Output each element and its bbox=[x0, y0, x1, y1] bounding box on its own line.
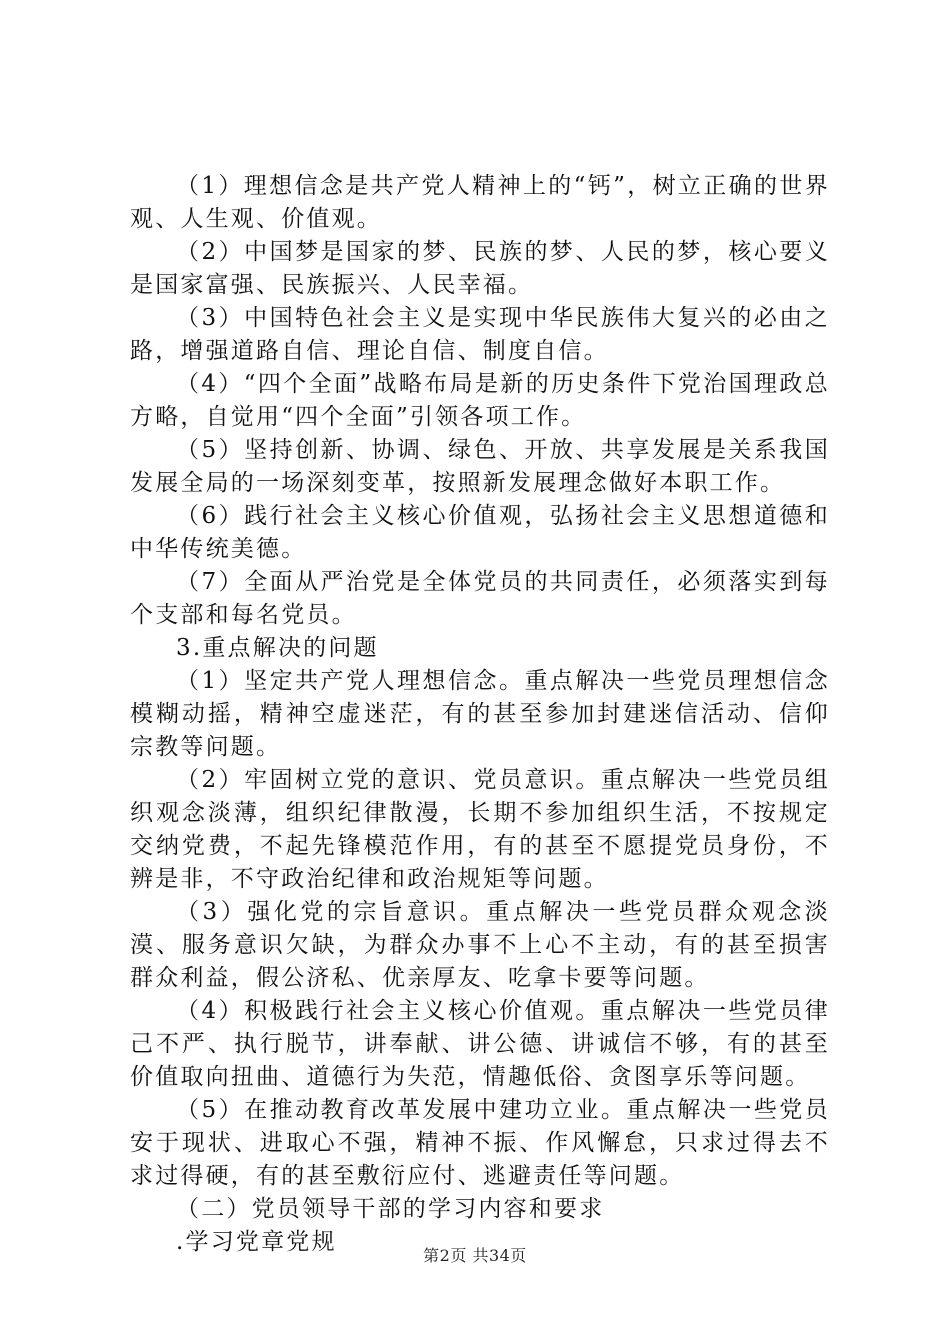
paragraph-four-comprehensives: （4）“四个全面”战略布局是新的历史条件下党治国理政总方略，自觉用“四个全面”引领各项工作。 bbox=[130, 371, 830, 430]
section-heading: 3.重点解决的问题 bbox=[176, 635, 379, 661]
paragraph-party-discipline: （7）全面从严治党是全体党员的共同责任，必须落实到每个支部和每名党员。 bbox=[130, 569, 830, 628]
problem-item: （5）在推动教育改革发展中建功立业。重点解决一些党员安于现状、进取心不强，精神不振、作风懈怠，只求过得去不求过得硬，有的甚至敷衍应付、逃避责任等问题。 bbox=[130, 1097, 830, 1189]
problem-item: （2）牢固树立党的意识、党员意识。重点解决一些党员组织观念淡薄，组织纪律散漫，长期不参加组织生活，不按规定交纳党费，不起先锋模范作用，有的甚至不愿提党员身份，不辨是非，不守政治纪律和政治规矩等问题。 bbox=[130, 767, 830, 892]
paragraph-china-dream: （2）中国梦是国家的梦、民族的梦、人民的梦，核心要义是国家富强、民族振兴、人民幸福。 bbox=[130, 239, 830, 298]
problem-item: （3）强化党的宗旨意识。重点解决一些党员群众观念淡漠、服务意识欠缺，为群众办事不上心不主动，有的甚至损害群众利益，假公济私、优亲厚友、吃拿卡要等问题。 bbox=[130, 899, 830, 991]
paragraph-core-values: （6）践行社会主义核心价值观，弘扬社会主义思想道德和中华传统美德。 bbox=[130, 503, 830, 562]
sub-item-heading: .学习党章党规 bbox=[176, 1229, 337, 1255]
page-number-footer: 第2页 共34页 bbox=[423, 1246, 527, 1265]
problem-item: （1）坚定共产党人理想信念。重点解决一些党员理想信念模糊动摇，精神空虚迷茫，有的甚至参加封建迷信活动、信仰宗教等问题。 bbox=[130, 668, 830, 760]
problem-item: （4）积极践行社会主义核心价值观。重点解决一些党员律己不严、执行脱节，讲奉献、讲公德、讲诚信不够，有的甚至价值取向扭曲、道德行为失范，情趣低俗、贪图享乐等问题。 bbox=[130, 998, 830, 1090]
document-body bbox=[130, 170, 830, 1259]
paragraph-socialism: （3）中国特色社会主义是实现中华民族伟大复兴的必由之路，增强道路自信、理论自信、制度自信。 bbox=[130, 305, 830, 364]
paragraph-development: （5）坚持创新、协调、绿色、开放、共享发展是关系我国发展全局的一场深刻变革，按照新发展理念做好本职工作。 bbox=[130, 437, 830, 496]
paragraph-ideals: （1）理想信念是共产党人精神上的“钙”，树立正确的世界观、人生观、价值观。 bbox=[130, 173, 830, 232]
subsection-heading: （二）党员领导干部的学习内容和要求 bbox=[176, 1196, 605, 1222]
